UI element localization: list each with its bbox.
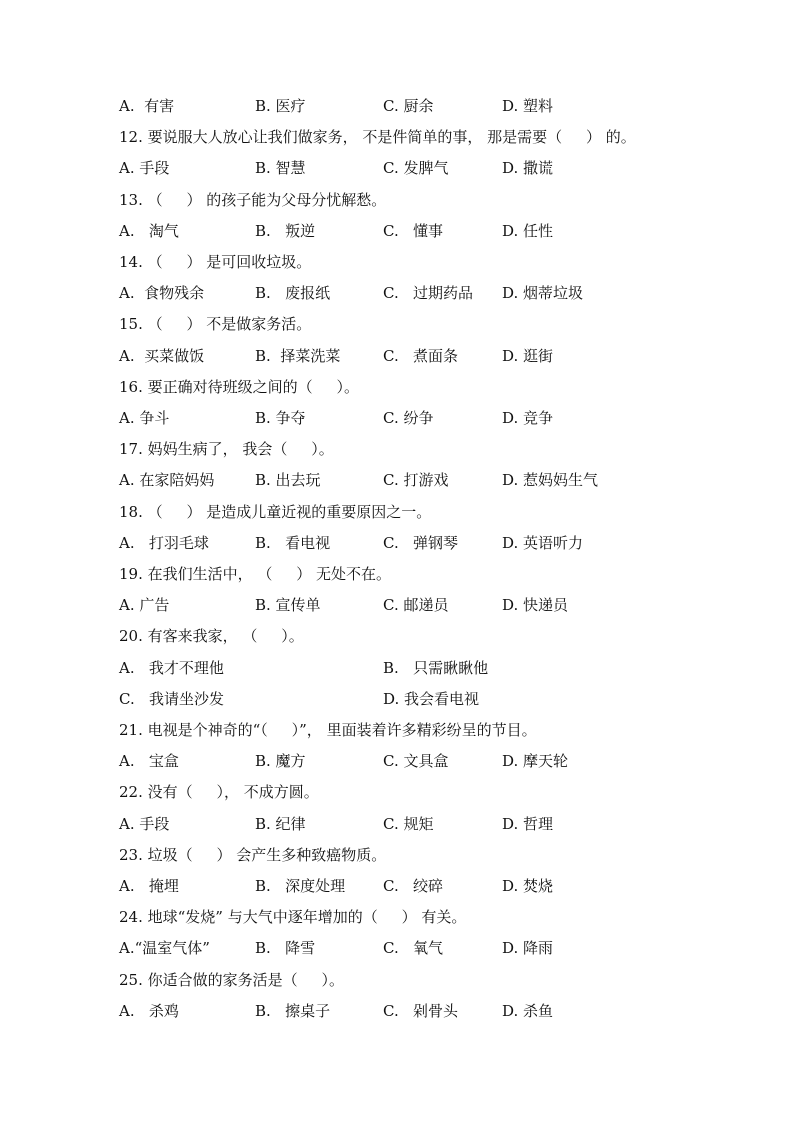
option-b: B. 擦桌子 bbox=[255, 1001, 331, 1020]
option-d: D. 任性 bbox=[502, 221, 554, 240]
option-c: C. 懂事 bbox=[383, 221, 444, 240]
option-a: A. 买菜做饭 bbox=[119, 346, 205, 365]
option-b: B. 智慧 bbox=[255, 159, 306, 178]
option-b: B. 只需瞅瞅他 bbox=[383, 658, 489, 677]
option-c: C. 文具盒 bbox=[383, 752, 449, 771]
option-b: D. 我会看电视 bbox=[383, 689, 480, 708]
option-d: D. 快递员 bbox=[502, 596, 569, 615]
question-text: 22. 没有（ ）， 不成方圆。 bbox=[119, 783, 319, 802]
option-d: D. 英语听力 bbox=[502, 533, 584, 552]
option-a: A. 掩埋 bbox=[119, 877, 179, 895]
question-text: 19. 在我们生活中， （ ） 无处不在。 bbox=[119, 565, 392, 583]
question-text: 24. 地球“发烧” 与大气中逐年增加的（ ） 有关。 bbox=[119, 908, 467, 927]
option-c: C. 氧气 bbox=[383, 939, 444, 958]
option-d: D. 杀鱼 bbox=[502, 1001, 554, 1020]
option-b: B. 看电视 bbox=[255, 533, 331, 552]
option-b: B. 降雪 bbox=[255, 939, 316, 958]
option-b: B. 魔方 bbox=[255, 752, 306, 771]
option-b: B. 出去玩 bbox=[255, 471, 321, 490]
option-c: C. 打游戏 bbox=[383, 471, 449, 490]
question-text: 17. 妈妈生病了， 我会（ ）。 bbox=[119, 440, 334, 459]
question-text: 20. 有客来我家， （ ）。 bbox=[119, 627, 304, 646]
option-d: D. 哲理 bbox=[502, 814, 554, 833]
option-a: A. 手段 bbox=[119, 814, 170, 833]
option-d: D. 焚烧 bbox=[502, 877, 554, 895]
option-b: B. 争夺 bbox=[255, 409, 306, 427]
option-c: C. 煮面条 bbox=[383, 346, 459, 365]
option-c: C. 规矩 bbox=[383, 814, 434, 833]
option-d: D. 竞争 bbox=[502, 409, 554, 427]
question-text: 15. （ ） 不是做家务活。 bbox=[119, 315, 312, 334]
option-c: C. 绞碎 bbox=[383, 877, 444, 895]
option-b: B. 废报纸 bbox=[255, 284, 331, 303]
option-c: C. 邮递员 bbox=[383, 596, 449, 615]
option-a: A. 淘气 bbox=[119, 221, 179, 240]
option-b: B. 宣传单 bbox=[255, 596, 321, 615]
option-b: B. 叛逆 bbox=[255, 221, 316, 240]
option-d: D. 逛街 bbox=[502, 346, 554, 365]
question-text: 16. 要正确对待班级之间的（ ）。 bbox=[119, 377, 359, 396]
option-c: C. 纷争 bbox=[383, 409, 434, 427]
option-c: C. 发脾气 bbox=[383, 159, 449, 178]
option-a: A. 我才不理他 bbox=[119, 658, 224, 677]
question-text: 14. （ ） 是可回收垃圾。 bbox=[119, 253, 312, 271]
option-a: A.“温室气体” bbox=[119, 939, 210, 958]
option-c: C. 过期药品 bbox=[383, 284, 474, 303]
option-a: A. 争斗 bbox=[119, 409, 170, 427]
option-a: A. 手段 bbox=[119, 159, 170, 178]
question-text: 23. 垃圾（ ） 会产生多种致癌物质。 bbox=[119, 845, 387, 864]
option-d: D. 摩天轮 bbox=[502, 752, 569, 771]
option-a: A. 打羽毛球 bbox=[119, 533, 209, 552]
option-a: C. 我请坐沙发 bbox=[119, 689, 225, 708]
question-text: 13. （ ） 的孩子能为父母分忧解愁。 bbox=[119, 190, 387, 209]
option-b: B. 医疗 bbox=[255, 97, 306, 115]
option-d: D. 烟蒂垃圾 bbox=[502, 284, 584, 303]
option-a: A. 食物残余 bbox=[119, 284, 205, 303]
option-b: B. 择菜洗菜 bbox=[255, 346, 341, 365]
option-b: B. 纪律 bbox=[255, 814, 306, 833]
option-d: D. 撒谎 bbox=[502, 159, 554, 178]
option-a: A. 杀鸡 bbox=[119, 1001, 179, 1020]
option-b: B. 深度处理 bbox=[255, 877, 346, 895]
option-c: C. 厨余 bbox=[383, 97, 434, 115]
option-a: A. 有害 bbox=[119, 97, 175, 115]
option-a: A. 宝盒 bbox=[119, 752, 179, 771]
question-text: 21. 电视是个神奇的“（ ）”， 里面装着许多精彩纷呈的节目。 bbox=[119, 721, 537, 739]
question-text: 12. 要说服大人放心让我们做家务， 不是件简单的事， 那是需要（ ） 的。 bbox=[119, 128, 636, 147]
option-a: A. 在家陪妈妈 bbox=[119, 471, 215, 490]
option-c: C. 弹钢琴 bbox=[383, 533, 459, 552]
option-a: A. 广告 bbox=[119, 596, 170, 615]
option-d: D. 惹妈妈生气 bbox=[502, 471, 599, 490]
option-d: D. 塑料 bbox=[502, 97, 554, 115]
option-c: C. 剁骨头 bbox=[383, 1001, 459, 1020]
option-d: D. 降雨 bbox=[502, 939, 554, 958]
question-text: 18. （ ） 是造成儿童近视的重要原因之一。 bbox=[119, 502, 432, 521]
question-text: 25. 你适合做的家务活是（ ）。 bbox=[119, 970, 344, 989]
